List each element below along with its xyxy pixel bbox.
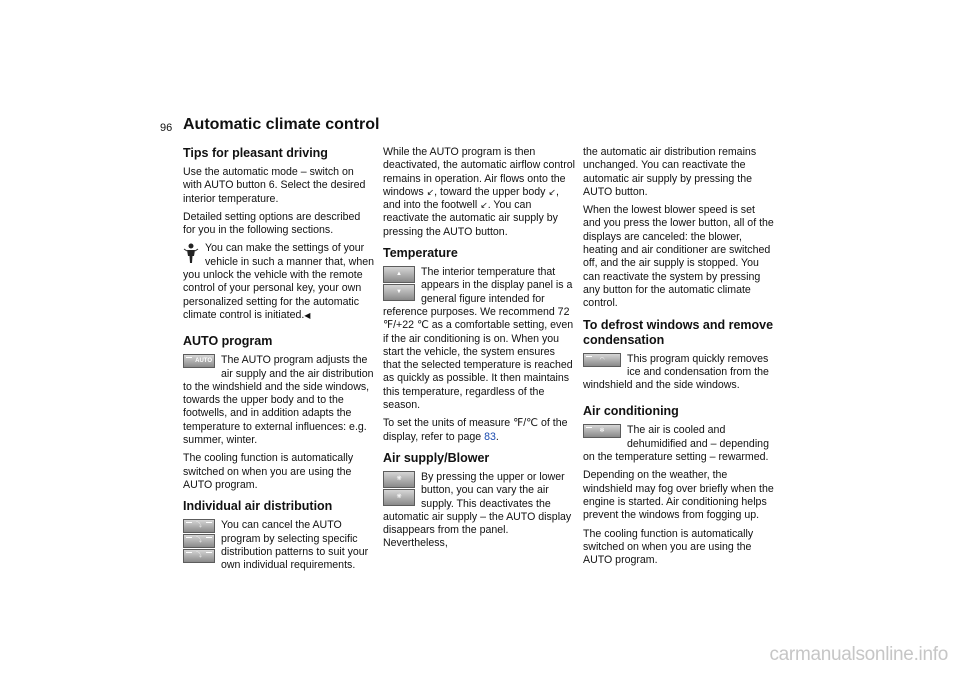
blower-up-button-icon: ❋ [383,471,415,488]
air-conditioning-paragraph-3: The cooling function is automatically switched on when you are using the AUTO program. [583,527,754,567]
air-distribution-heading: Individual air distribution [183,499,333,514]
note-block [183,242,375,327]
lowest-blower-paragraph: When the lowest blower speed is set and you press the lower button, all of the displays are canceled: the blower, heating and air conditioner are switched off, and the air supply is stopped. You can reactivate the system by pressing any button for the automatic climate control. [583,204,774,310]
windows-air-icon: ↙ [426,186,435,197]
blower-down-button-icon: ❋ [383,489,415,506]
temperature-paragraph-2: To set the units of measure ℉/℃ of the display, refer to page 83. [383,417,568,443]
blower-paragraph: By pressing the upper or lower button, you can vary the air supply. This deactivates the automatic air supply – the AUTO display disappears from the panel. Nevertheless, [383,470,572,550]
column-3 [583,146,775,572]
air-distribution-footwell-button-icon: ⤵ [183,549,215,563]
air-conditioning-paragraph-1: The air is cooled and dehumidified and – depending on the temperature setting – rewarmed. [583,424,769,464]
page-reference-link[interactable]: 83 [484,430,496,443]
tips-paragraph-2: Detailed setting options are described for you in the following sections. [183,210,361,237]
note-text: You can make the settings of your vehicle in such a manner that, when you unlock the vehicle with the remote control of your personal key, your own personalized setting for the automatic climate control is initiated. [183,242,375,321]
upper-body-air-icon: ↙ [548,186,556,197]
end-mark-icon: ◀ [304,310,311,320]
air-conditioning-paragraph-2: Depending on the weather, the windshield may fog over briefly when the engine is started. Air conditioning helps prevent the windows from fogging up. [583,469,774,522]
air-distribution-body-button-icon: ⤵ [183,534,215,548]
footwell-air-icon: ↙ [480,200,488,211]
temperature-heading: Temperature [383,246,458,261]
air-distribution-windows-button-icon: ⤵ [183,519,215,533]
defrost-heading: To defrost windows and remove condensation [583,317,774,347]
blower-heading: Air supply/Blower [383,450,490,465]
air-conditioning-heading: Air conditioning [583,404,679,419]
page-number: 96 [160,122,173,134]
air-flow-paragraph: While the AUTO program is then deactivated, the automatic airflow control remains in operation. Air flows onto the windows ↙, toward the upper body ↙, and into the footwell ↙. You can reactivate the automatic air supply by pressing the AUTO button. [383,146,575,238]
snowflake-button-icon: ✻ [583,424,621,438]
auto-program-heading: AUTO program [183,334,273,349]
air-distribution-paragraph: You can cancel the AUTO program by selecting specific distribution patterns to suit your own individual requirements. [221,519,369,572]
column-1 [183,146,375,577]
tips-paragraph-1: Use the automatic mode – switch on with AUTO button 6. Select the desired interior temperature. [183,166,366,205]
tips-heading: Tips for pleasant driving [183,146,328,160]
temperature-down-button-icon: ▼ [383,284,415,301]
auto-distribution-paragraph: the automatic air distribution remains unchanged. You can reactivate the automatic air supply by pressing the AUTO button. [583,146,757,198]
defrost-paragraph: This program quickly removes ice and condensation from the windshield and the side windows. [583,352,769,392]
auto-button-icon: AUTO [183,354,215,368]
watermark: carmanualsonline.info [769,644,948,665]
auto-program-paragraph-1: The AUTO program adjusts the air supply and the air distribution to the windshield and the side windows, towards the upper body and to the footwells, and in addition adapts the temperature to external influences: e.g. summer, winter. [183,354,374,447]
defrost-button-icon: ◠ [583,353,621,367]
page-title: Automatic climate control [183,116,380,133]
person-note-icon [183,242,199,264]
column-2 [383,146,575,556]
auto-program-paragraph-2: The cooling function is automatically switched on when you are using the AUTO program. [183,452,354,491]
temperature-paragraph-1: The interior temperature that appears in the display panel is a general figure intended for reference purposes. We recommend 72 ℉/+22 ℃ as a comfortable setting, even if the air conditioning is on. When you start the vehicle, the system ensures that the selected temperature is reached as quickly as possible. It then maintains this temperature, regardless of the season. [383,266,574,412]
temperature-up-button-icon: ▲ [383,266,415,283]
